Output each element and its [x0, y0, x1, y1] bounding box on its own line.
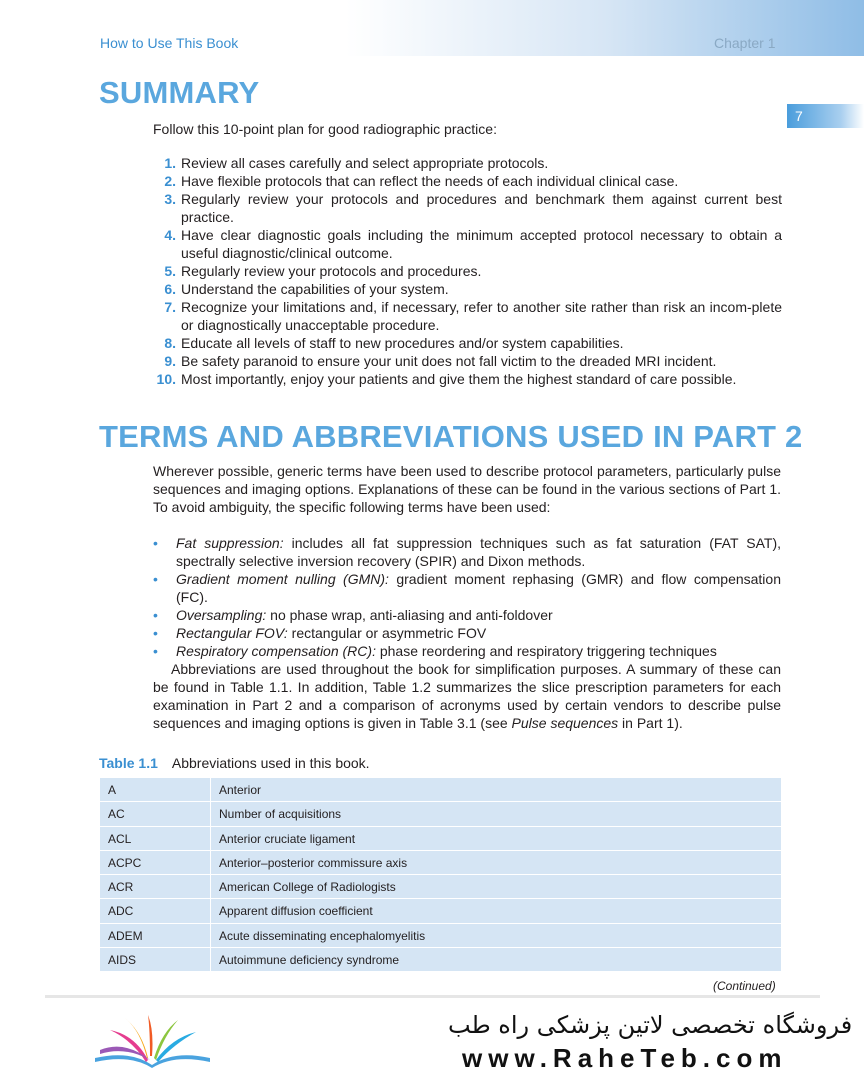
abbreviation-cell: AC [100, 802, 211, 825]
summary-list-item [150, 172, 782, 190]
abbreviation-cell: AIDS [100, 948, 211, 971]
abbrev-text-a: Abbreviations are used throughout the book for simplification purposes. A summary of these can be found in Table 1.1. In addition, Table 1.2 summarizes the slice prescription parameters for each examination in Part 2 and a comparison of acronyms used by certain vendors to describe pulse sequences and imaging options is given in Table 3.1 (see [153, 661, 781, 731]
abbreviations-paragraph [153, 660, 781, 732]
meaning-cell: Number of acquisitions [219, 807, 342, 822]
list-number: 8. [164, 335, 176, 351]
footer-url: www.RaheTeb.com [462, 1043, 788, 1073]
abbreviation-cell: ACR [100, 875, 211, 898]
list-text: Review all cases carefully and select appropriate protocols. [181, 155, 549, 171]
bullet-icon: • [153, 625, 158, 641]
abbreviations-table [100, 778, 781, 972]
table-number: Table 1.1 [99, 755, 158, 771]
term-text: gradient moment rephasing (GMR) and flow compensation (FC). [176, 571, 781, 605]
list-number: 2. [164, 173, 176, 189]
table-row [100, 851, 781, 875]
table-row [100, 899, 781, 923]
abbrev-text-b: in Part 1). [618, 715, 683, 731]
summary-list-item [150, 226, 782, 262]
table-continued: (Continued) [713, 979, 776, 993]
terms-list [153, 534, 781, 660]
bullet-icon: • [153, 607, 158, 623]
term-text: rectangular or asymmetric FOV [287, 625, 487, 641]
list-number: 6. [164, 281, 176, 297]
term-name: Rectangular FOV: [176, 625, 288, 641]
meaning-cell: Autoimmune deficiency syndrome [219, 953, 400, 968]
term-name: Oversampling: [176, 607, 267, 623]
page-number: 7 [795, 108, 803, 124]
term-text: phase reordering and respiratory triggering techniques [375, 643, 717, 659]
list-number: 9. [164, 353, 176, 369]
abbreviation-cell: ACPC [100, 851, 211, 874]
term-text: includes all fat suppression techniques such as fat saturation (FAT SAT), spectrally selective inversion recovery (SPIR) and Dixon methods. [176, 535, 782, 569]
abbreviation-cell: A [100, 778, 211, 801]
running-head-title: How to Use This Book [100, 35, 239, 51]
abbrev-text-em: Pulse sequences [511, 715, 619, 731]
table-caption-text: Abbreviations used in this book. [171, 755, 370, 771]
summary-heading: SUMMARY [99, 75, 260, 110]
list-number: 4. [164, 227, 176, 243]
list-text: Most importantly, enjoy your patients and give them the highest standard of care possible. [181, 371, 737, 387]
table-row [100, 802, 781, 826]
summary-list-item [150, 190, 782, 226]
summary-list-item [150, 298, 782, 334]
bullet-icon: • [153, 571, 158, 587]
summary-list-item [150, 370, 782, 388]
term-name: Respiratory compensation (RC): [176, 643, 376, 659]
term-name: Fat suppression: [176, 535, 284, 551]
summary-list-item [150, 262, 782, 280]
footer-store-name: فروشگاه تخصصی لاتین پزشکی راه طب [448, 1011, 853, 1039]
term-name: Gradient moment nulling (GMN): [176, 571, 389, 587]
bullet-icon: • [153, 535, 158, 551]
list-text: Be safety paranoid to ensure your unit does not fall victim to the dreaded MRI incident. [181, 353, 717, 369]
list-number: 10. [156, 371, 176, 387]
terms-list-item [153, 624, 781, 642]
page-number-tab [787, 104, 864, 128]
list-text: Have clear diagnostic goals including the minimum accepted protocol necessary to obtain a useful diagnostic/clinical outcome. [181, 227, 782, 261]
meaning-cell: Acute disseminating encephalomyelitis [219, 928, 426, 943]
meaning-cell: Anterior [219, 783, 262, 797]
terms-list-item [153, 642, 781, 660]
list-number: 5. [164, 263, 176, 279]
table-row [100, 827, 781, 851]
abbreviation-cell: ADEM [100, 924, 211, 947]
running-head-chapter: Chapter 1 [714, 35, 776, 51]
summary-list-item [150, 154, 782, 172]
list-number: 1. [164, 155, 176, 171]
table-caption [99, 755, 370, 771]
terms-list-item [153, 606, 781, 624]
meaning-cell: Anterior cruciate ligament [219, 831, 356, 846]
list-text: Recognize your limitations and, if necessary, refer to another site rather than risk an incom-plete or diagnostically unacceptable procedure. [181, 299, 782, 333]
summary-list-item [150, 280, 782, 298]
abbreviation-cell: ACL [100, 827, 211, 850]
terms-list-item [153, 534, 781, 570]
terms-heading: TERMS AND ABBREVIATIONS USED IN PART 2 [99, 419, 803, 454]
list-text: Understand the capabilities of your system. [181, 281, 449, 297]
term-text: no phase wrap, anti-aliasing and anti-foldover [266, 607, 553, 623]
footer-divider [45, 995, 820, 998]
meaning-cell: Apparent diffusion coefficient [219, 904, 373, 919]
open-book-logo-icon [90, 1010, 215, 1070]
summary-list-item [150, 334, 782, 352]
list-text: Have flexible protocols that can reflect the needs of each individual clinical case. [181, 173, 679, 189]
summary-list-item [150, 352, 782, 370]
terms-list-item [153, 570, 781, 606]
table-row [100, 778, 781, 802]
table-row [100, 875, 781, 899]
list-text: Regularly review your protocols and procedures and benchmark them against current best practice. [181, 191, 782, 225]
terms-intro: Wherever possible, generic terms have been used to describe protocol parameters, particularly pulse sequences and imaging options. Explanations of these can be found in the various sections of Part 1. To avoid ambiguity, the specific following terms have been used: [153, 463, 781, 515]
list-text: Regularly review your protocols and procedures. [181, 263, 482, 279]
table-row [100, 924, 781, 948]
list-number: 3. [164, 191, 176, 207]
meaning-cell: American College of Radiologists [219, 880, 396, 895]
meaning-cell: Anterior–posterior commissure axis [219, 855, 408, 870]
summary-list [150, 154, 782, 388]
table-row [100, 948, 781, 972]
abbreviation-cell: ADC [100, 899, 211, 922]
bullet-icon: • [153, 643, 158, 659]
list-number: 7. [164, 299, 176, 315]
summary-intro: Follow this 10-point plan for good radiographic practice: [153, 121, 497, 137]
list-text: Educate all levels of staff to new procedures and/or system capabilities. [181, 335, 624, 351]
